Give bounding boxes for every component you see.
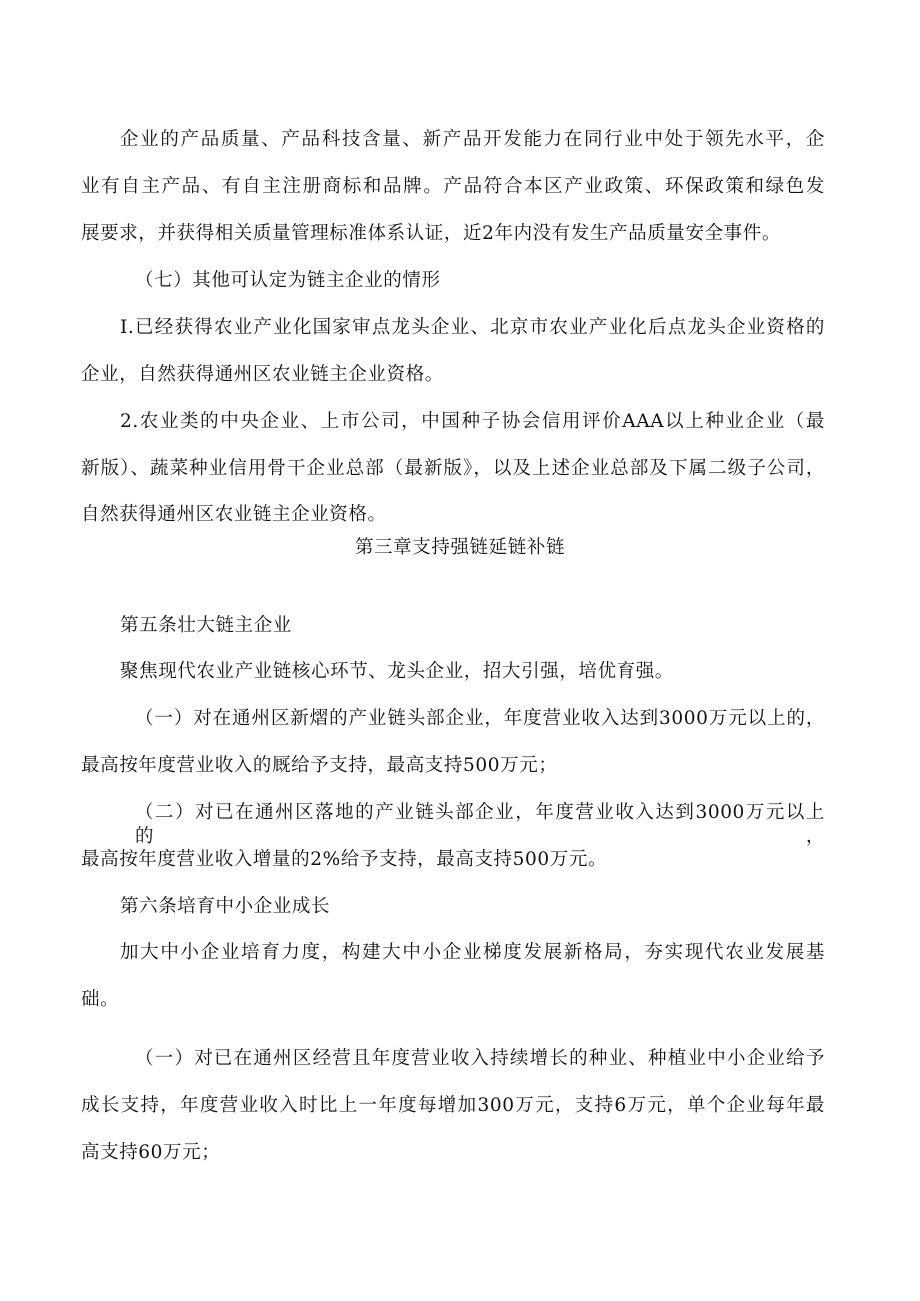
paragraph-line: 自然获得通州区农业链主企业资格。: [81, 504, 387, 525]
paragraph-line: 展要求，并获得相关质量管理标准体系认证，近2年内没有发生产品质量安全事件。: [81, 223, 781, 244]
section-subheading: （七）其他可认定为链主企业的情形: [135, 270, 441, 291]
paragraph-line: （一）对已在通州区经营且年度营业收入持续增长的种业、种植业中小企业给予: [135, 1048, 825, 1069]
paragraph-line: （二）对已在通州区落地的产业链头部企业，年度营业收入达到3000万元以上的，: [135, 802, 825, 847]
paragraph-line: 业有自主产品、有自主注册商标和品牌。产品符合本区产业政策、环保政策和绿色发: [81, 176, 825, 197]
paragraph-line: 新版）、蔬菜种业信用骨干企业总部（最新版》，以及上述企业总部及下属二级子公司，: [81, 458, 825, 479]
paragraph-line: 加大中小企业培育力度，构建大中小企业梯度发展新格局，夯实现代农业发展基: [120, 942, 825, 963]
article-heading: 第六条培育中小企业成长: [120, 896, 331, 917]
paragraph-line: 2.农业类的中央企业、上市公司，中国种子协会信用评价AAA以上种业企业（最: [120, 411, 825, 432]
paragraph-line: I.已经获得农业产业化国家审点龙头企业、北京市农业产业化后点龙头企业资格的: [120, 317, 825, 338]
paragraph-line: 最高按年度营业收入的厩给予支持，最高支持500万元；: [81, 755, 558, 776]
paragraph-line: 企业，自然获得通州区农业链主企业资格。: [81, 364, 444, 385]
paragraph-line: 最高按年度营业收入增量的2%给予支持，最高支持500万元。: [81, 849, 608, 870]
paragraph-line: 高支持60万元；: [81, 1142, 221, 1163]
paragraph-line: 础。: [81, 989, 120, 1010]
paragraph-line: （一）对在通州区新熠的产业链头部企业，年度营业收入达到3000万元以上的，: [135, 708, 825, 729]
chapter-heading: 第三章支持强链延链补链: [354, 537, 566, 558]
paragraph-line: 成长支持，年度营业收入时比上一年度每增加300万元，支持6万元，单个企业每年最: [81, 1095, 825, 1116]
article-heading: 第五条壮大链主企业: [120, 615, 292, 636]
paragraph-line: 企业的产品质量、产品科技含量、新产品开发能力在同行业中处于领先水平，企: [120, 129, 825, 150]
paragraph-line: 聚焦现代农业产业链核心环节、龙头企业，招大引强，培优育强。: [120, 661, 674, 682]
